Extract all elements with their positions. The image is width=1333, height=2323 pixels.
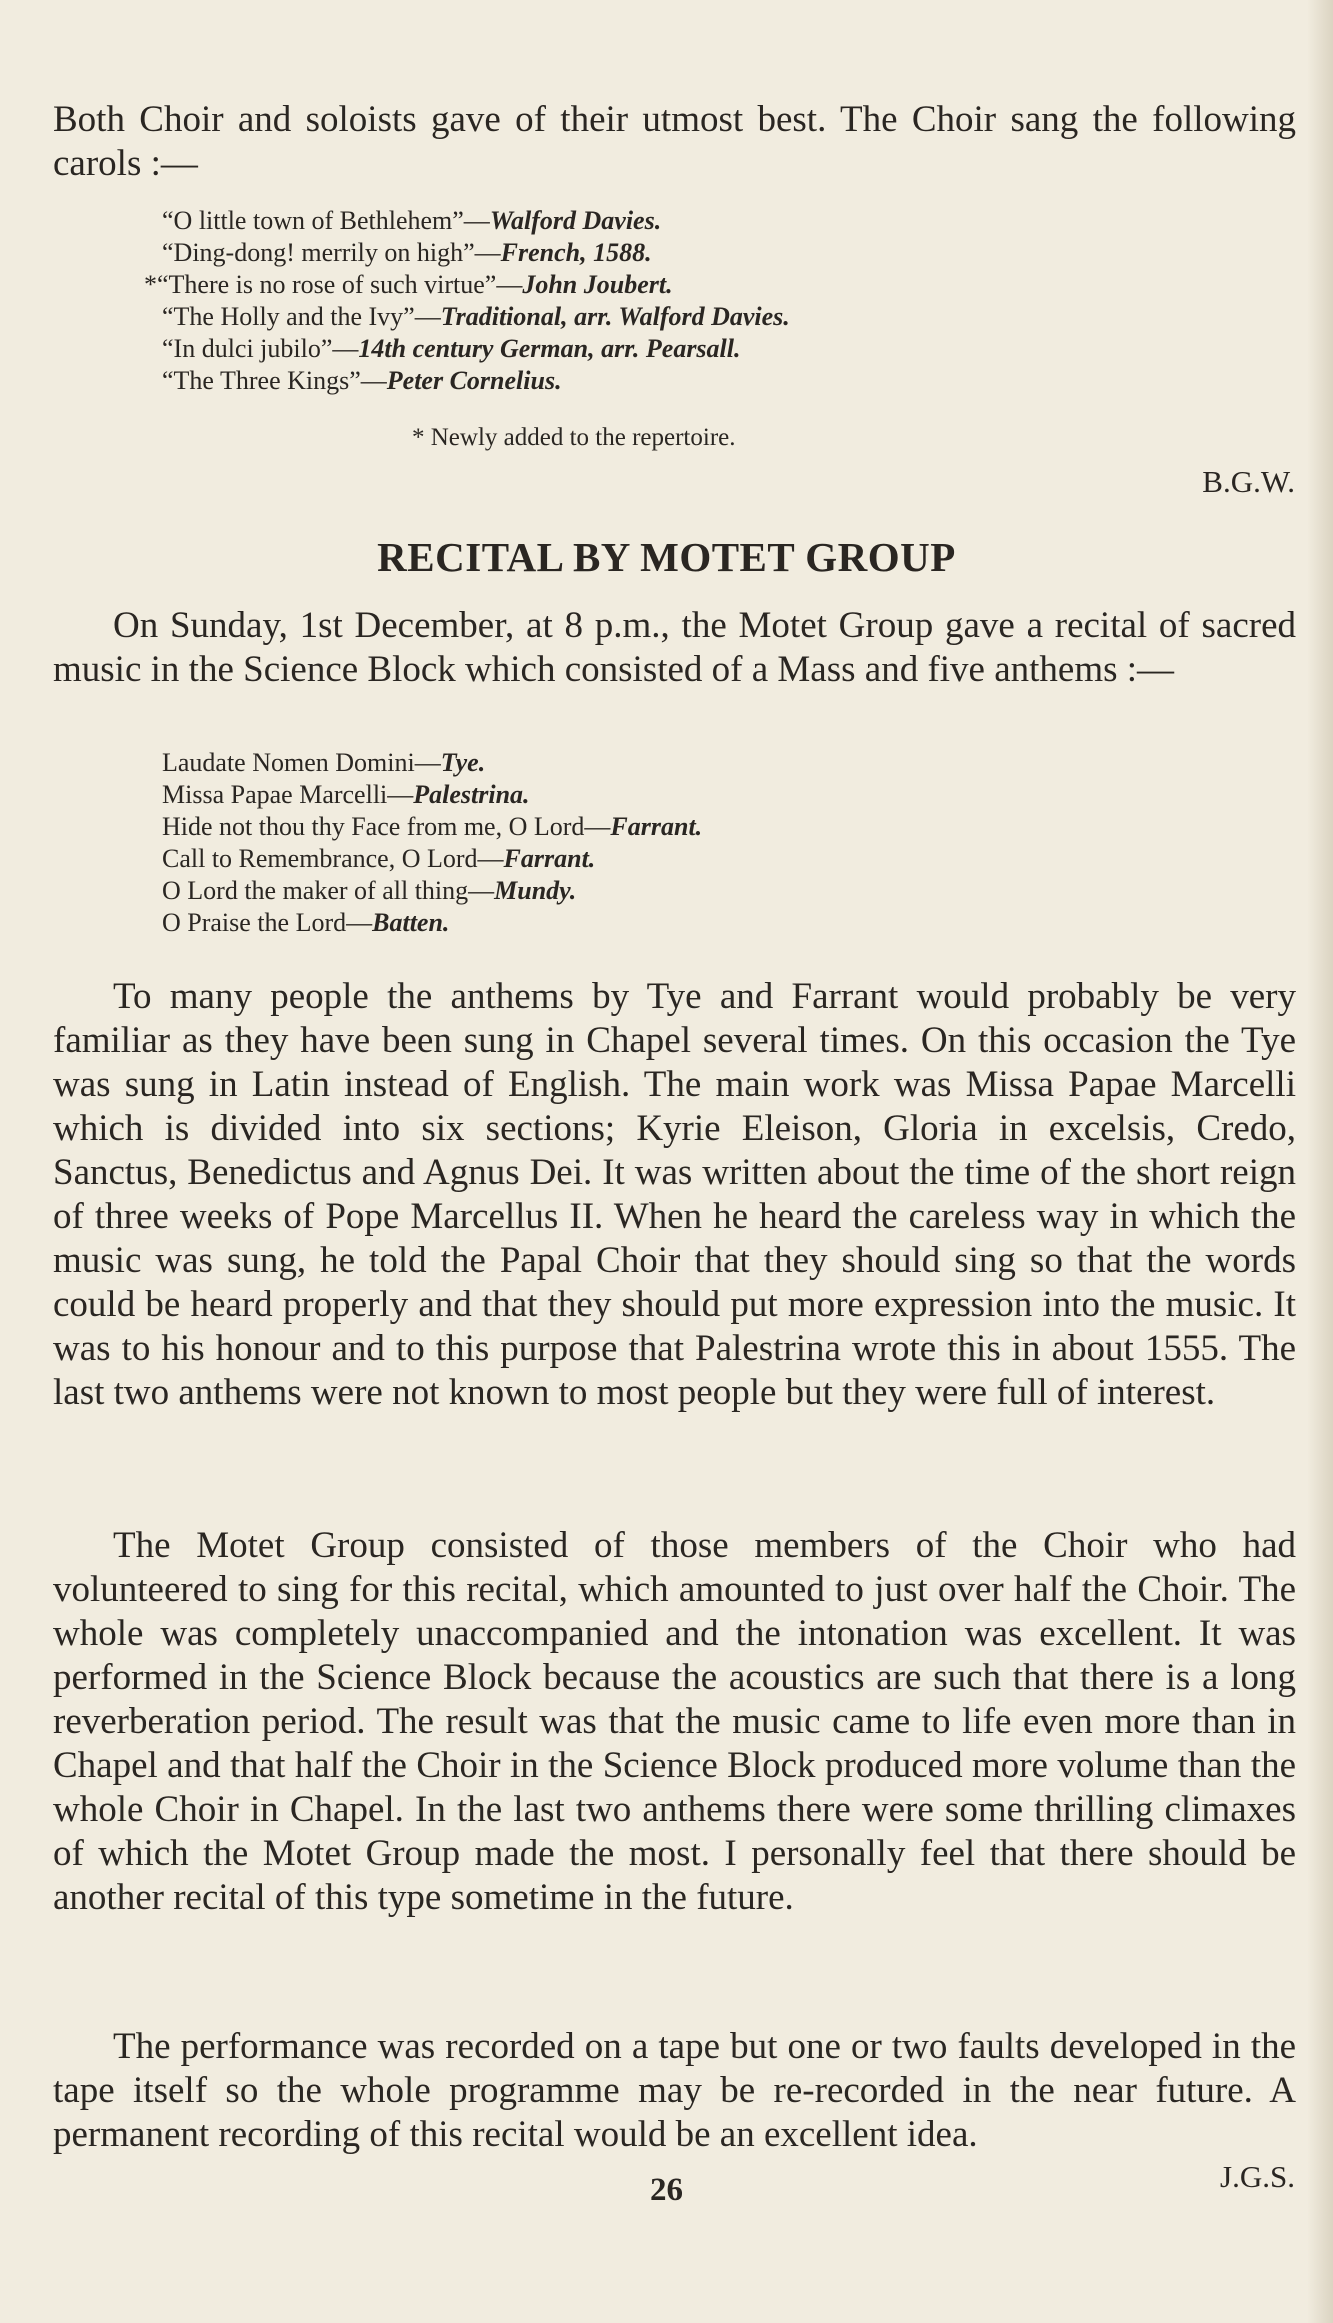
carol-title: “In dulci jubilo”— xyxy=(162,334,359,363)
anthem-title: Missa Papae Marcelli— xyxy=(162,780,414,809)
anthem-title: Call to Remembrance, O Lord— xyxy=(162,844,504,873)
carol-credit: 14th century German, arr. Pearsall. xyxy=(358,334,741,363)
anthem-composer: Palestrina. xyxy=(413,780,530,809)
list-item xyxy=(162,811,1242,843)
body-paragraph-3: The performance was recorded on a tape but one or two faults developed in the tape itself so the whole programme may be re-recorded in the near future. A permanent recording of this recital would be an excellent idea. xyxy=(53,2026,1296,2155)
recital-intro-paragraph: On Sunday, 1st December, at 8 p.m., the Motet Group gave a recital of sacred music in the Science Block which consisted of a Mass and five anthems :— xyxy=(53,605,1296,690)
carol-list xyxy=(144,205,1242,397)
list-item xyxy=(162,875,1242,907)
footnote: * Newly added to the repertoire. xyxy=(412,424,736,451)
anthem-composer: Farrant. xyxy=(610,812,703,841)
body-paragraph-2: The Motet Group consisted of those members of the Choir who had volunteered to sing for this recital, which amounted to just over half the Choir. The whole was completely unaccompanied and the intonation was excellent. It was performed in the Science Block because the acoustics are such that there is a long reverberation period. The result was that the music came to life even more than in Chapel and that half the Choir in the Science Block produced more volume than the whole Choir in Chapel. In the last two anthems there were some thrilling climaxes of which the Motet Group made the most. I personally feel that there should be another recital of this type sometime in the future. xyxy=(53,1525,1296,1918)
anthem-title: Hide not thou thy Face from me, O Lord— xyxy=(162,812,611,841)
list-item xyxy=(162,237,1242,269)
list-item xyxy=(162,301,1242,333)
anthem-composer: Tye. xyxy=(440,748,486,777)
anthem-title: O Lord the maker of all thing— xyxy=(162,876,495,905)
list-item xyxy=(162,779,1242,811)
anthem-composer: Farrant. xyxy=(503,844,596,873)
carol-title: “Ding-dong! merrily on high”— xyxy=(162,238,501,267)
anthem-composer: Mundy. xyxy=(494,876,577,905)
anthem-composer: Batten. xyxy=(372,908,450,937)
section-heading: RECITAL BY MOTET GROUP xyxy=(377,534,956,580)
anthem-title: Laudate Nomen Domini— xyxy=(162,748,441,777)
list-item xyxy=(144,269,1242,301)
list-item xyxy=(162,907,1242,939)
carol-credit: Peter Cornelius. xyxy=(386,366,562,395)
anthem-list xyxy=(162,747,1242,939)
list-item xyxy=(162,333,1242,365)
body-paragraph-1: To many people the anthems by Tye and Farrant would probably be very familiar as they have been sung in Chapel several times. On this occasion the Tye was sung in Latin instead of English. The main work was Missa Papae Marcelli which is divided into six sections; Kyrie Eleison, Gloria in excelsis, Credo, Sanctus, Benedictus and Agnus Dei. It was written about the time of the short reign of three weeks of Pope Marcellus II. When he heard the careless way in which the music was sung, he told the Papal Choir that they should sing so that the words could be heard properly and that they should put more expression into the music. It was to his honour and to this purpose that Palestrina wrote this in about 1555. The last two anthems were not known to most people but they were full of interest. xyxy=(53,976,1296,1413)
carol-title: “There is no rose of such virtue”— xyxy=(157,270,523,299)
page-number: 26 xyxy=(650,2172,683,2208)
carol-credit: French, 1588. xyxy=(500,238,652,267)
carol-credit: Traditional, arr. Walford Davies. xyxy=(440,302,790,331)
carol-marker: * xyxy=(144,270,157,299)
list-item xyxy=(162,747,1242,779)
signature-jgs: J.G.S. xyxy=(1220,2159,1295,2194)
carol-credit: John Joubert. xyxy=(522,270,673,299)
anthem-title: O Praise the Lord— xyxy=(162,908,373,937)
list-item xyxy=(162,365,1242,397)
carol-title: “The Three Kings”— xyxy=(162,366,387,395)
intro-paragraph: Both Choir and soloists gave of their utmost best. The Choir sang the following carols :— xyxy=(53,99,1296,184)
list-item xyxy=(162,205,1242,237)
list-item xyxy=(162,843,1242,875)
carol-credit: Walford Davies. xyxy=(489,206,662,235)
signature-bgw: B.G.W. xyxy=(1202,464,1295,499)
page-edge-shadow xyxy=(1307,0,1333,2323)
carol-title: “The Holly and the Ivy”— xyxy=(162,302,441,331)
carol-title: “O little town of Bethlehem”— xyxy=(162,206,490,235)
